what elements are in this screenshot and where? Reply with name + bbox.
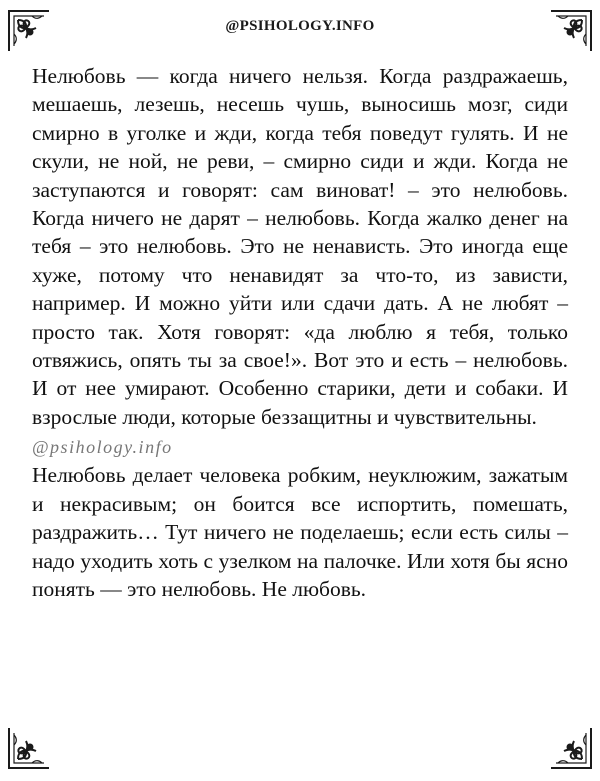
article-paragraph-1: Нелюбовь — когда ничего нельзя. Когда раздражаешь, мешаешь, лезешь, несешь чушь, выносишь мозг, сиди смирно в уголке и жди, когда тебя поведут гулять. И не скули, не ной, не реви, – смирно сиди и жди. Когда не заступаются и говорят: сам виноват! – это нелюбовь. Когда ничего не дарят – нелюбовь. Когда жалко денег на тебя – это нелюбовь. Это не ненависть. Это иногда еще хуже, потому что ненавидят за что-то, из зависти, например. И можно уйти или сдачи дать. А не любят – просто так. Хотя говорят: «да люблю я тебя, только отвяжись, опять ты за свое!». Вот это и есть – нелюбовь. И от нее умирают. Особенно старики, дети и собаки. И взрослые люди, которые беззащитны и чувствительны.	[32, 64, 568, 429]
article-body	[32, 62, 568, 603]
watermark-text: @psihology.info	[32, 437, 173, 458]
ornament-corner-bottom-left-icon	[6, 725, 52, 771]
article-paragraph-2: Нелюбовь делает человека робким, неуклюжим, зажатым и некрасивым; он боится все испортить, помешать, раздражить… Тут ничего не поделаешь; если есть силы – надо уходить хоть с узелком на палочке. Или хотя бы ясно понять — это нелюбовь. Не любовь.	[32, 463, 568, 601]
ornament-corner-bottom-right-icon	[548, 725, 594, 771]
page-header-handle: @PSIHOLOGY.INFO	[225, 18, 375, 34]
